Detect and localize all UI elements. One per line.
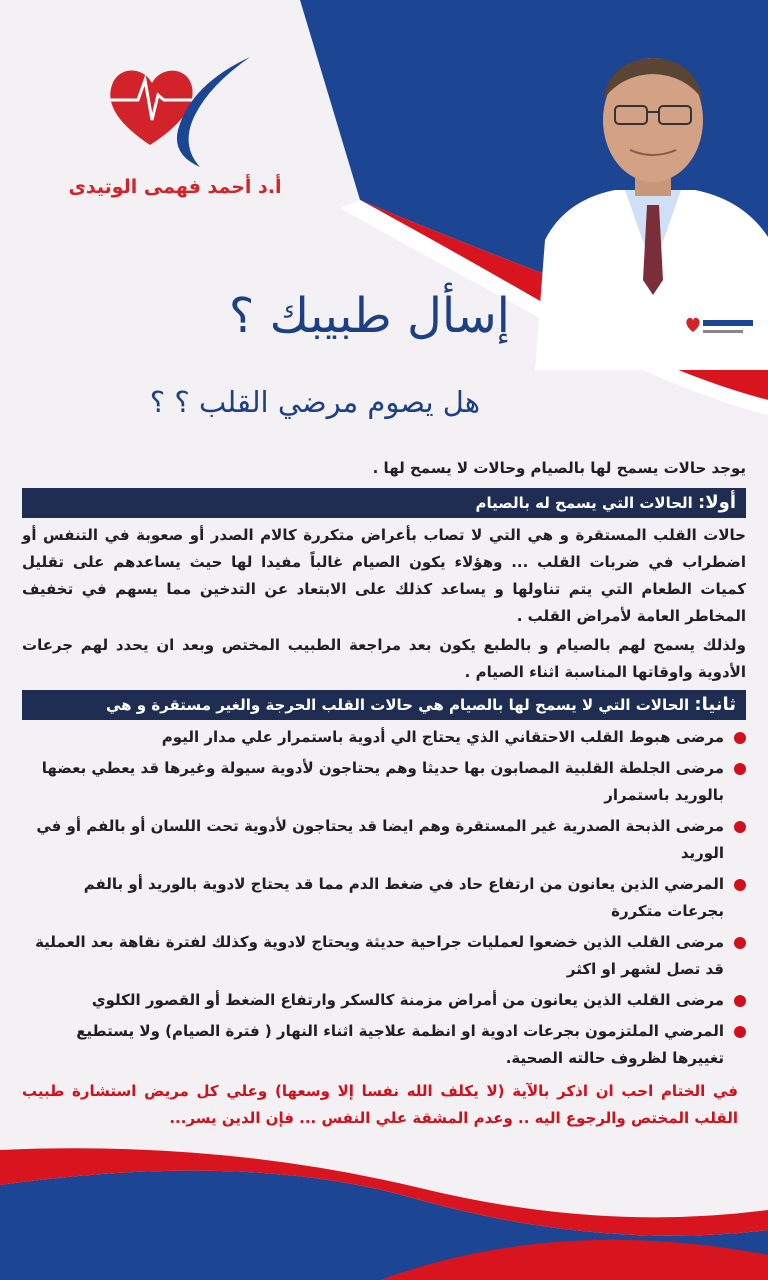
doctor-name: أ.د أحمد فهمى الوتيدى [68,176,282,198]
condition-list [22,724,746,1072]
page-title: إسأل طبيبك ؟ [228,288,510,344]
section-1-heading: الحالات التي يسمح له بالصيام [475,494,693,512]
list-item: المرضي الذين يعانون من ارتفاع حاد في ضغط الدم مما قد يحتاج لادوية بالوريد أو بالفم بجرعات متكررة [22,871,746,925]
section-1-paragraph: حالات القلب المستقرة و هي التي لا تصاب بأعراض متكررة كالام الصدر أو صعوبة في التنفس أو اضطراب في ضربات القلب ... وهؤلاء يكون الصيام غالباً مفيدا لها حيث يساعدهم على تقليل كميات الطعام التي يتم تناولها و يساعد كذلك على الابتعاد عن التدخين مما يسهم في تخفيف المخاطر العامة لأمراض القلب . [22,526,746,625]
list-item: المرضي الملتزمون بجرعات ادوية او انظمة علاجية اثناء النهار ( فترة الصيام) ولا يستطيع تغييرها لظروف حالته الصحية. [22,1018,746,1072]
section-2-number: ثانيا: [694,694,736,715]
bullet-dot-icon [734,995,746,1007]
article-body [22,455,746,1132]
section-2-heading: الحالات التي لا يسمح لها بالصيام هي حالات القلب الحرجة والغير مستقرة و هي [105,696,690,714]
bullet-dot-icon [734,821,746,833]
bullet-dot-icon [734,1026,746,1038]
list-item: مرضى القلب الذين خضعوا لعمليات جراحية حديثة ويحتاج لادوية وكذلك لفترة نقاهة بعد العملية قد تصل لشهر او اكثر [22,929,746,983]
intro-text: يوجد حالات يسمح لها بالصيام وحالات لا يسمح لها . [372,459,746,477]
list-item: مرضى القلب الذين يعانون من أمراض مزمنة كالسكر وارتفاع الضغط أو القصور الكلوي [22,987,746,1014]
list-item: مرضى هبوط القلب الاحتقاني الذي يحتاج الي أدوية باستمرار علي مدار اليوم [22,724,746,751]
section-1-header [22,488,746,518]
heart-logo-icon [100,55,260,175]
section-1-paragraph-2: ولذلك يسمح لهم بالصيام و بالطبع يكون بعد مراجعة الطبيب المختص وبعد ان يحدد لهم جرعات الأدوية واوقاتها المناسبة اثناء الصيام . [22,636,746,681]
doctor-photo [535,40,768,370]
list-item: مرضى الذبحة الصدرية غير المستقرة وهم ايضا قد يحتاجون لأدوية تحت اللسان أو بالفم أو في الوريد [22,813,746,867]
page-subtitle: هل يصوم مرضي القلب ؟ ؟ [149,385,480,419]
bullet-dot-icon [734,937,746,949]
list-item: مرضى الجلطة القلبية المصابون بها حديثا وهم يحتاجون لأدوية سيولة وغيرها قد يعطي بعضها بالوريد باستمرار [22,755,746,809]
section-1-number: أولا: [698,492,736,513]
bullet-dot-icon [734,879,746,891]
bullet-dot-icon [734,732,746,744]
section-2-header [22,690,746,720]
bullet-dot-icon [734,763,746,775]
closing-text: في الختام احب ان اذكر بالآية (لا يكلف الله نفسا إلا وسعها) وعلي كل مريض استشارة طبيب القلب المختص والرجوع اليه .. وعدم المشقة علي النفس ... فإن الدين يسر... [22,1082,738,1127]
